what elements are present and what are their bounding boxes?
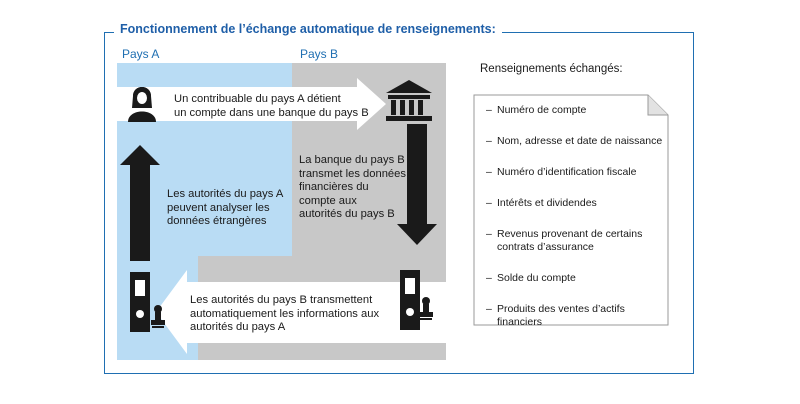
info-list — [486, 104, 687, 329]
list-item-line: – Nom, adresse et date de naissance — [497, 135, 663, 147]
diagram-title: Fonctionnement de l’échange automatique de renseignements: — [114, 22, 502, 36]
list-item — [486, 135, 687, 148]
step4-line1: Les autorités du pays A — [167, 188, 284, 200]
step2-line2: transmet les données — [299, 167, 406, 180]
step1-line1: Un contribuable du pays A détient — [174, 93, 341, 105]
list-item-line: – Solde du compte — [497, 272, 576, 284]
country-b-label: Pays B — [300, 47, 339, 61]
step1-text — [174, 93, 369, 120]
country-a-label: Pays A — [122, 47, 160, 61]
list-item — [486, 272, 687, 285]
list-item-line: – Numéro de compte — [497, 104, 587, 116]
list-item — [486, 228, 687, 254]
step1-line2: un compte dans une banque du pays B — [174, 106, 369, 119]
list-item-line: financiers — [497, 316, 542, 328]
list-item — [486, 104, 687, 117]
list-item-line: – Revenus provenant de certains — [497, 228, 643, 240]
list-item — [486, 166, 687, 179]
step3-line1: Les autorités du pays B transmettent — [190, 294, 373, 306]
binder-icon-a — [130, 272, 150, 332]
step2-line4: compte aux — [299, 194, 357, 207]
info-heading: Renseignements échangés: — [480, 63, 623, 75]
list-item — [486, 197, 687, 210]
list-item-line: – Intérêts et dividendes — [497, 197, 597, 209]
step2-line1: La banque du pays B — [299, 154, 405, 166]
step4-line2: peuvent analyser les — [167, 201, 270, 214]
list-item-line: – Produits des ventes d’actifs — [497, 303, 625, 315]
step3-line3: autorités du pays A — [190, 321, 286, 333]
list-item-line: contrats d’assurance — [497, 241, 594, 253]
step4-line3: données étrangères — [167, 215, 267, 227]
step3-line2: automatiquement les informations aux — [190, 307, 380, 320]
step2-line5: autorités du pays B — [299, 208, 395, 220]
step2-text — [299, 154, 406, 222]
step3-text — [190, 294, 379, 335]
step2-line3: financières du — [299, 181, 369, 193]
list-item — [486, 303, 687, 329]
list-item-line: – Numéro d’identification fiscale — [497, 166, 637, 178]
binder-icon-b — [400, 270, 420, 330]
step4-text — [167, 188, 283, 229]
